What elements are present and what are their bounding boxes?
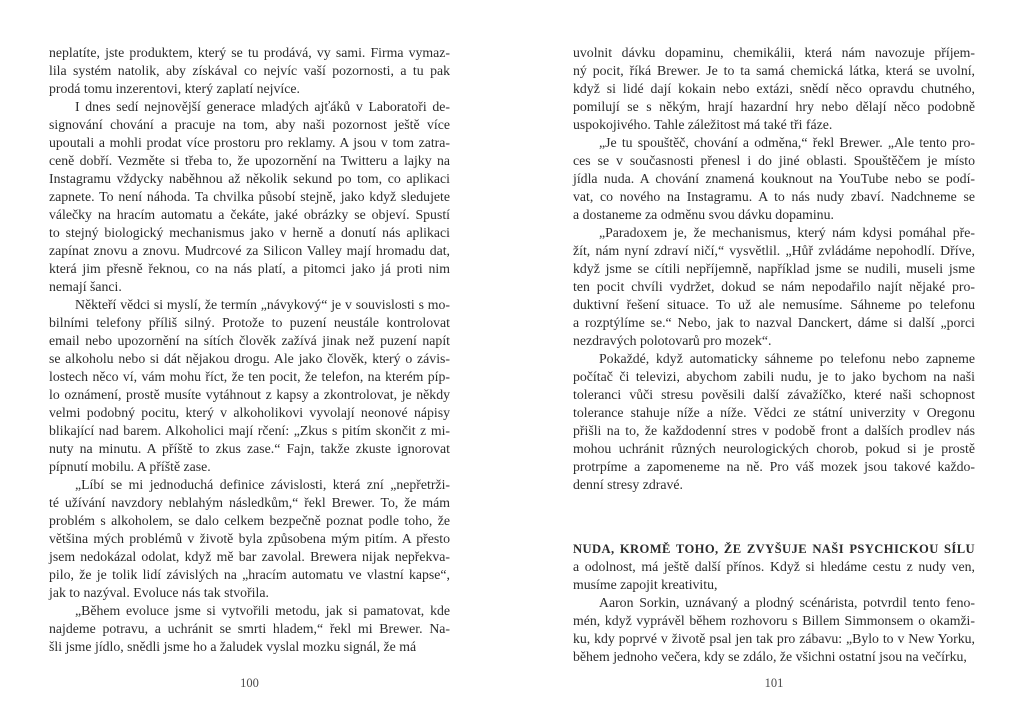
text-line: většina mých problémů v životě byla způsobena mým pitím. A přesto [49, 531, 450, 546]
body-paragraph [49, 44, 450, 98]
text-line: lila systém natolik, aby získával co nejvíc vaší pozornosti, a tu pak [49, 63, 450, 78]
book-page-right [573, 44, 975, 727]
section-heading-paragraph [573, 540, 975, 594]
text-line: musíme zapojit kreativitu, [573, 577, 718, 592]
text-line: válečky na hracím automatu a čekáte, jaké obrázky se objeví. Spustí [49, 207, 450, 222]
text-line: mén, když vyprávěl během rozhovoru s Billem Simmonsem o okamži- [573, 613, 975, 628]
text-line: signování chování a pracuje na tom, aby naši pozornost ještě více [49, 117, 450, 132]
text-line: Někteří vědci si myslí, že termín „návykový“ je v souvislosti s mo- [75, 297, 450, 312]
body-paragraph [49, 602, 450, 656]
body-paragraph [49, 476, 450, 602]
text-line: Aaron Sorkin, uznávaný a plodný scénárista, potvrdil tento feno- [599, 595, 975, 610]
text-line: lo oznámení, prostě musíte vytáhnout z kapsy a zkontrolovat, je někdy [49, 387, 450, 402]
body-paragraph [49, 98, 450, 296]
text-line: která jim přesně řeknou, co na nás platí, a pitomci jako já proti nim [49, 261, 450, 276]
text-line: zapnete. To není náhoda. Ta chvilka působí stejně, jako když sledujete [49, 189, 450, 204]
text-line: nemají šanci. [49, 279, 122, 294]
text-line: velmi podobný pocitu, který v alkoholikovi vyvolají neonové nápisy [49, 405, 450, 420]
body-paragraph [573, 350, 975, 494]
text-line: problém s alkoholem, se dalo celkem bezpečně poznat podle toho, že [49, 513, 450, 528]
text-line: žít, nám nyní zdraví ničí,“ vysvětlil. „Hůř zvládáme nepohodlí. Dříve, [573, 243, 975, 258]
text-line: když jsme se cítili nepříjemně, například jsme se nudili, museli jsme [573, 261, 975, 276]
body-paragraph [573, 134, 975, 224]
text-line: během jednoho večera, kdy se zdálo, že všichni ostatní jsou na večírku, [573, 649, 967, 664]
body-paragraph [573, 44, 975, 134]
text-line: tolerance stahuje níže a níže. Vědci ze státní univerzity v Oregonu [573, 405, 975, 420]
text-line: „Paradoxem je, že mechanismus, který nám kdysi pomáhal pře- [599, 225, 975, 240]
text-line: šli jsme jídlo, snědli jsme ho a žaludek vyslal mozku signál, že má [49, 639, 417, 654]
text-line: pípnutí mobilu. A příště zase. [49, 459, 211, 474]
text-line: a dostaneme za odměnu svou dávku dopaminu. [573, 207, 834, 222]
text-line: mohou uchránit různých neurologických chorob, pokud si je prostě [573, 441, 975, 456]
text-line: pilo, že je tolik lidí závislých na „hracím automatu ve vlastní kapse“, [49, 567, 450, 582]
text-line: zapínat znovu a znovu. Mudrcové za Silicon Valley mají hromadu dat, [49, 243, 450, 258]
book-page-left [49, 44, 450, 727]
section-heading-line: NUDA, KROMĚ TOHO, ŽE ZVYŠUJE NAŠI PSYCHICKOU SÍLU [573, 542, 975, 556]
text-line: I dnes sedí nejnovější generace mladých ajťáků v Laboratoři de- [75, 99, 450, 114]
text-line: Instagramu vždycky naběhnou až několik sekund po tom, co aplikaci [49, 171, 450, 186]
page-number: 101 [764, 676, 784, 690]
text-line: duktivní řešení situace. To už ale nemusíme. Sáhneme po telefonu [573, 297, 975, 312]
text-line: jak to nazýval. Evoluce nás tak stvořila. [49, 585, 269, 600]
text-line: uspokojivého. Tahle záležitost má také tři fáze. [573, 117, 833, 132]
body-paragraph [573, 224, 975, 350]
text-line: a odolnost, má ještě další přínos. Když si hledáme cestu z nudy ven, [573, 559, 975, 574]
text-line: prodá tomu inzerentovi, který zaplatí nejvíce. [49, 81, 300, 96]
text-line: ku, kdy poprvé v životě psal jen tak pro zábavu: „Bylo to v New Yorku, [573, 631, 975, 646]
text-line: ceně dobří. Vezměte si třeba to, že upozornění na Twitteru a lajky na [49, 153, 450, 168]
text-line: toleranci vůči stresu pověsili další závažíčko, které naši schopnost [573, 387, 975, 402]
text-line: jídla nuda. A chování znamená kouknout na YouTube nebo se podí- [573, 171, 975, 186]
text-line: a rozptýlíme se.“ Nebo, jak to nazval Danckert, dáme si další „porci [573, 315, 975, 330]
text-line: protrpíme a zapomeneme na ně. Pro váš mozek jsou takové každo- [573, 459, 975, 474]
text-line: „Během evoluce jsme si vytvořili metodu, jak si pamatovat, kde [75, 603, 450, 618]
text-line: upoutali a mohli prodat více prostoru pro reklamy. A jsou v tom zatra- [49, 135, 450, 150]
body-paragraph [573, 594, 975, 666]
text-line: lostech něco ví, vám mohu říct, že ten pocit, že telefon, na kterém píp- [49, 369, 450, 384]
text-line: email nebo upozornění na sítích člověk zažívá jinak než puzení napít [49, 333, 450, 348]
text-line: bilními telefony příliš silný. Protože to puzení neustále kontrolovat [49, 315, 450, 330]
text-line: se alkoholu nebo si dát nějakou drogu. Ale jako člověk, který o závis- [49, 351, 450, 366]
text-line: „Líbí se mi jednoduchá definice závislosti, která zní „nepřetrži- [75, 477, 450, 492]
text-line: denní stresy zdravé. [573, 477, 683, 492]
text-line: Pokaždé, když automaticky sáhneme po telefonu nebo zapneme [599, 351, 975, 366]
text-line: to stejný biologický mechanismus jako v herně a donutí nás aplikaci [49, 225, 450, 240]
text-line: pomilují se s někým, hrají hazardní hry nebo dělají něco podobně [573, 99, 975, 114]
text-line: jsem nedokázal odolat, když mě bar zavolal. Brewera nijak nepřekva- [49, 549, 450, 564]
text-line: ný pocit, říká Brewer. Je to ta samá chemická látka, která se uvolní, [573, 63, 975, 78]
page-text-column [49, 44, 450, 656]
text-line: vat, co nového na Instagramu. A to nás nudy zbaví. Nadchneme se [573, 189, 975, 204]
text-line: nuty na minutu. A příště to zkus zase.“ Fajn, takže zkuste ignorovat [49, 441, 450, 456]
text-line: blikající nad barem. Alkoholici mají rčení: „Zkus s pitím skončit z mi- [49, 423, 450, 438]
text-line: „Je tu spouštěč, chování a odměna,“ řekl Brewer. „Ale tento pro- [599, 135, 975, 150]
page-text-column [573, 44, 975, 666]
body-paragraph [49, 296, 450, 476]
text-line: ces se v současnosti přenesl i do jiné oblasti. Spouštěčem je místo [573, 153, 975, 168]
page-number: 100 [240, 676, 259, 690]
text-line: počítač či televizi, abychom zabili nudu, je to jako bychom na naši [573, 369, 975, 384]
text-line: když si lidé dají kokain nebo extázi, snědí něco opravdu chutného, [573, 81, 975, 96]
text-line: té užívání navzdory neblahým následkům,“ řekl Brewer. To, že mám [49, 495, 450, 510]
text-line: neplatíte, jste produktem, který se tu prodává, vy sami. Firma vymaz- [49, 45, 450, 60]
text-line: najdeme potravu, a uchránit se smrti hladem,“ řekl mi Brewer. Na- [49, 621, 450, 636]
text-line: nezdravých polotovarů pro mozek“. [573, 333, 772, 348]
text-line: přišli na to, že každodenní stres v podobě front a dalších prodlev nás [573, 423, 975, 438]
text-line: ten pocit chvíli vydržet, dokud se nám nepodařilo najít nějaké pro- [573, 279, 975, 294]
text-line: uvolnit dávku dopaminu, chemikálii, která nám navozuje příjem- [573, 45, 975, 60]
